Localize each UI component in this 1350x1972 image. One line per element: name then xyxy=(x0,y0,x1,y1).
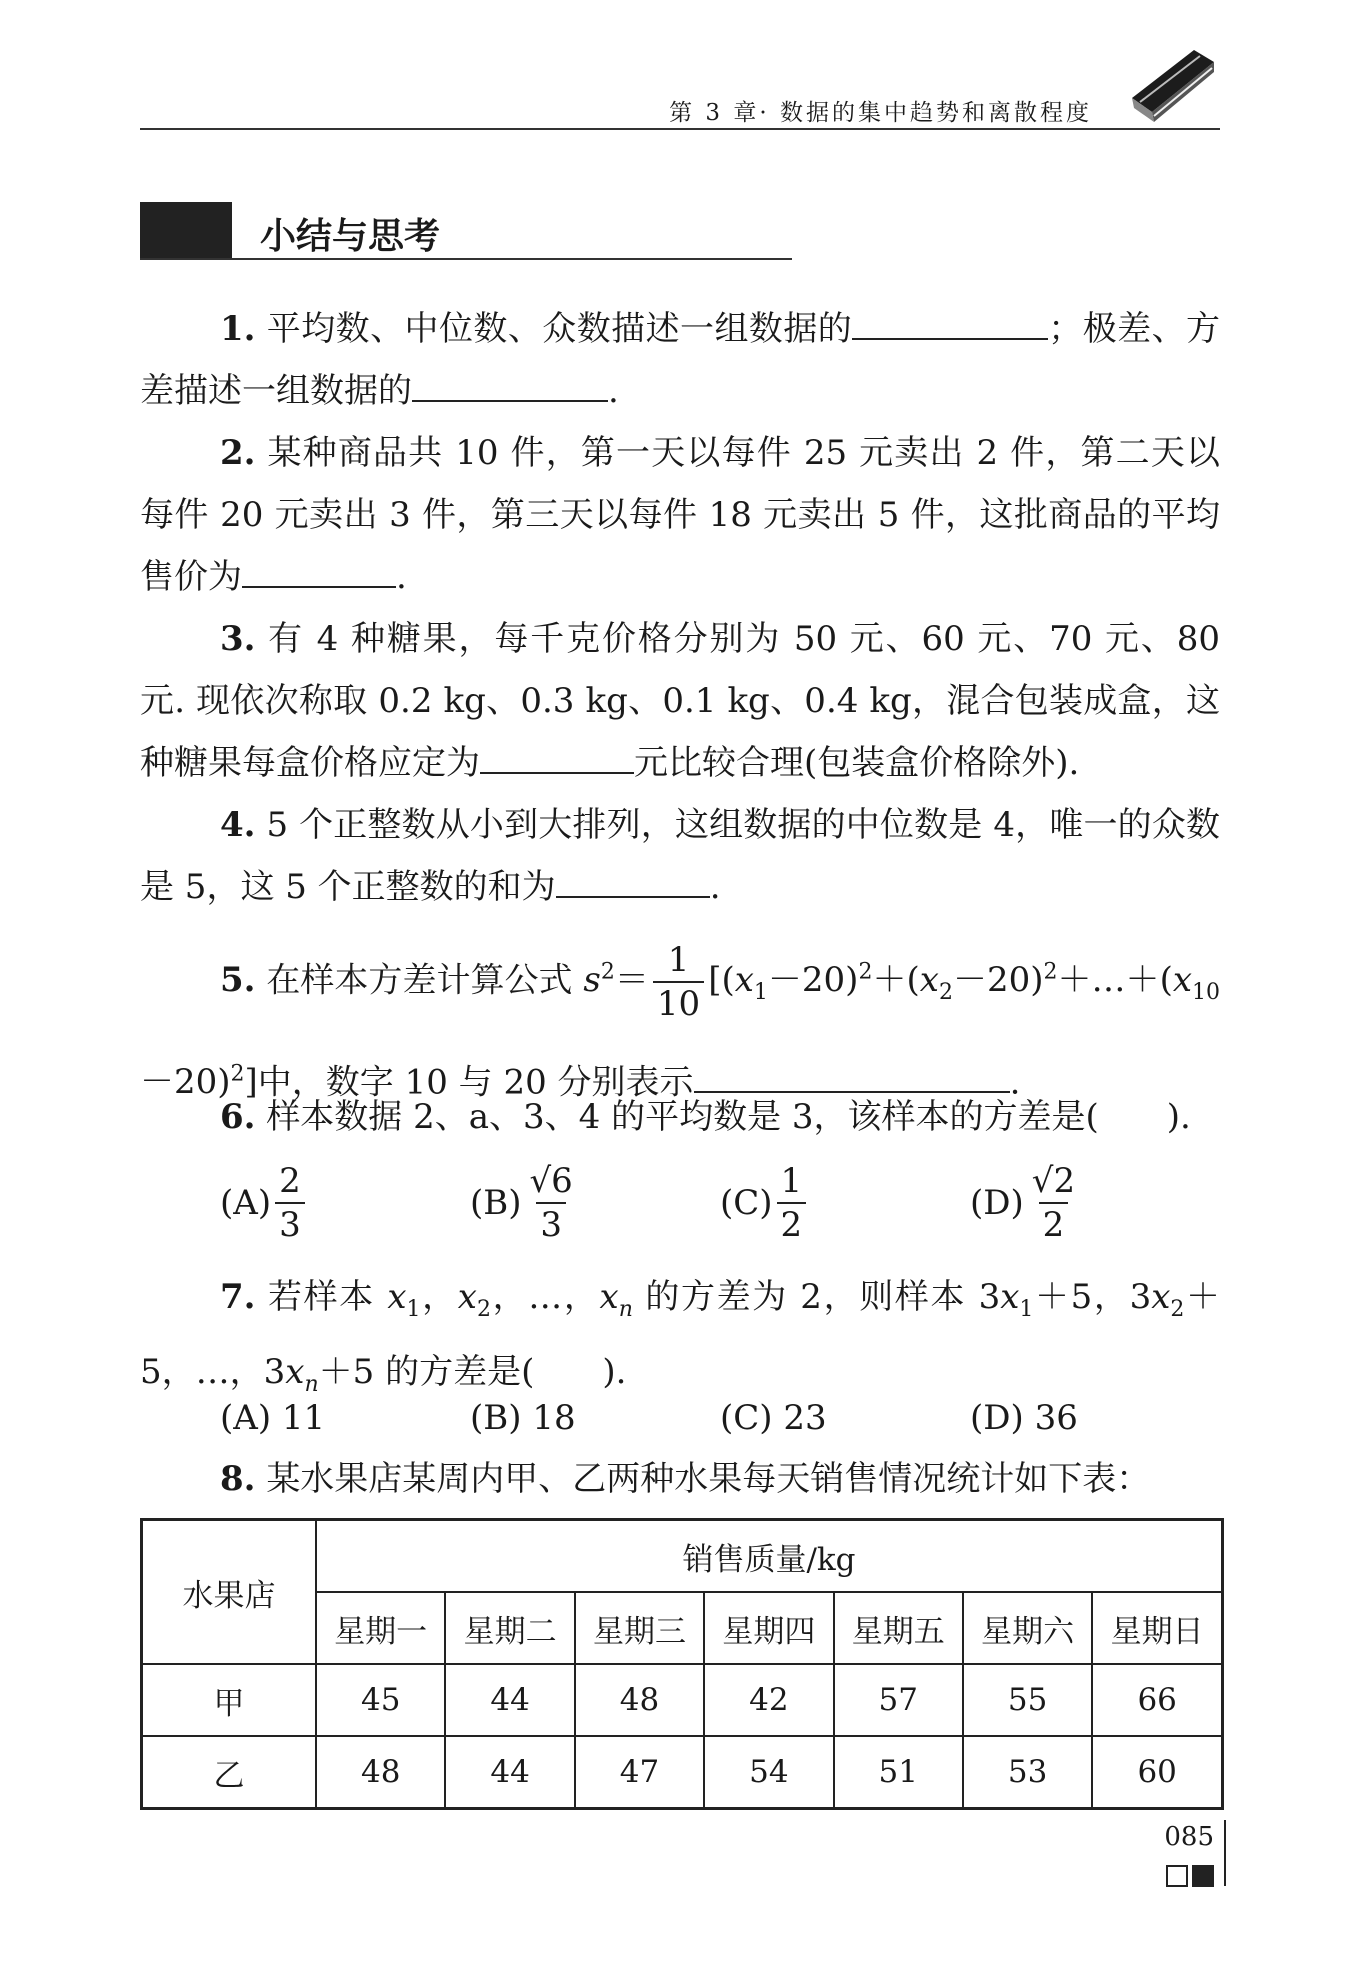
table-cell: 66 xyxy=(1092,1664,1222,1736)
table-cell: 54 xyxy=(704,1736,833,1809)
table-day: 星期四 xyxy=(704,1592,833,1664)
empty-square-icon xyxy=(1166,1865,1188,1887)
answer-blank[interactable] xyxy=(412,366,608,402)
question-1 xyxy=(140,298,1220,422)
question-4 xyxy=(140,794,1220,918)
table-cell: 57 xyxy=(834,1664,963,1736)
answer-blank[interactable] xyxy=(556,862,710,898)
table-cell: 44 xyxy=(445,1664,574,1736)
question-text: 某水果店某周内甲、乙两种水果每天销售情况统计如下表： xyxy=(266,1459,1151,1499)
page-number-bar xyxy=(1224,1820,1226,1886)
question-text: 有 4 种糖果，每千克价格分别为 50 元、60 元、70 元、80 元. 现依次称取 0.2 kg、0.3 kg、0.1 kg、0.4 kg，混合包装成盒，这种糖果每盒价格应定为 xyxy=(140,619,1221,783)
question-text: 中，数字 10 与 20 分别表示 xyxy=(257,1062,694,1103)
numerator: √2 xyxy=(1031,1161,1076,1201)
table-group-header: 销售质量/kg xyxy=(316,1520,1223,1593)
filled-square-icon xyxy=(1192,1865,1214,1887)
formula: $x_1$，$x_2$，…，$x_n$ xyxy=(387,1277,633,1322)
question-number: 1. xyxy=(220,309,256,349)
option-c[interactable]: (C) 23 xyxy=(720,1398,827,1438)
book-icon xyxy=(1124,42,1220,126)
answer-blank[interactable] xyxy=(852,304,1048,340)
question-7-options xyxy=(220,1390,1220,1446)
option-b[interactable] xyxy=(470,1161,720,1245)
question-text: 在样本方差计算公式 xyxy=(266,960,584,1001)
question-6 xyxy=(140,1086,1220,1148)
question-text: ；极差、方差描述一组数据的 xyxy=(140,309,1221,411)
numerator: √6 xyxy=(529,1161,573,1201)
question-6-options xyxy=(220,1161,1220,1245)
fraction xyxy=(653,940,704,1025)
question-text: 某种商品共 10 件，第一天以每件 25 元卖出 2 件，第二天以每件 20 元卖出 3 件，第三天以每件 18 元卖出 5 件，这批商品的平均售价为 xyxy=(140,433,1220,597)
fraction xyxy=(777,1161,807,1245)
chapter-title: 第 3 章· 数据的集中趋势和离散程度 xyxy=(669,100,1092,126)
table-cell: 42 xyxy=(704,1664,833,1736)
option-label: (D) xyxy=(970,1183,1024,1223)
question-number: 4. xyxy=(220,805,256,845)
page-number-block xyxy=(1162,1822,1214,1890)
numerator: 1 xyxy=(667,940,690,981)
question-text: 的方差为 2，则样本 xyxy=(632,1277,979,1317)
question-number: 6. xyxy=(220,1097,256,1137)
option-a[interactable]: (A) 11 xyxy=(220,1398,326,1438)
denominator: 10 xyxy=(653,981,704,1021)
sales-table xyxy=(140,1518,1224,1810)
table-day: 星期二 xyxy=(445,1592,574,1664)
section-heading xyxy=(140,202,792,260)
period: . xyxy=(396,557,407,597)
question-text: 的方差是( ). xyxy=(374,1351,627,1392)
period: . xyxy=(709,867,721,907)
table-row-name: 甲 xyxy=(142,1664,317,1736)
fraction xyxy=(526,1161,577,1245)
question-number: 8. xyxy=(220,1459,256,1499)
denominator: 2 xyxy=(777,1202,807,1242)
question-text: 样本数据 2、a、3、4 的平均数是 3，该样本的方差是( ). xyxy=(266,1097,1191,1137)
period: . xyxy=(1009,1062,1021,1103)
period: . xyxy=(608,371,619,411)
table-day: 星期五 xyxy=(834,1592,963,1664)
page-marker xyxy=(1162,1860,1214,1890)
table-cell: 47 xyxy=(575,1736,704,1809)
formula: $3x_1+5$，$3x_2+5$，…，$3x_n+5$ xyxy=(140,1277,1221,1397)
option-c[interactable] xyxy=(720,1161,970,1245)
table-day: 星期六 xyxy=(963,1592,1092,1664)
table-cell: 51 xyxy=(834,1736,963,1809)
table-day: 星期一 xyxy=(316,1592,445,1664)
table-cell: 48 xyxy=(316,1736,445,1809)
question-number: 5. xyxy=(220,960,256,1001)
option-label: (C) xyxy=(720,1183,773,1223)
option-b[interactable]: (B) 18 xyxy=(470,1398,576,1438)
table-day: 星期三 xyxy=(575,1592,704,1664)
section-block xyxy=(140,202,232,258)
option-label: (B) xyxy=(470,1183,522,1223)
table-row xyxy=(142,1664,1223,1736)
fraction xyxy=(1028,1161,1079,1245)
numerator: 1 xyxy=(780,1161,803,1201)
option-label: (A) xyxy=(220,1183,272,1223)
denominator: 3 xyxy=(275,1202,305,1242)
option-d[interactable]: (D) 36 xyxy=(970,1398,1078,1438)
numerator: 2 xyxy=(279,1161,301,1201)
answer-blank[interactable] xyxy=(242,552,396,588)
table-cell: 44 xyxy=(445,1736,574,1809)
table-row xyxy=(142,1736,1223,1809)
denominator: 3 xyxy=(536,1202,566,1242)
table-day: 星期日 xyxy=(1092,1592,1222,1664)
table-cell: 55 xyxy=(963,1664,1092,1736)
answer-blank[interactable] xyxy=(480,738,634,774)
question-number: 3. xyxy=(220,619,256,659)
option-a[interactable] xyxy=(220,1161,470,1245)
question-text: 元比较合理(包装盒价格除外). xyxy=(634,743,1080,783)
page-number: 085 xyxy=(1164,1822,1214,1852)
table-row-header: 水果店 xyxy=(142,1520,317,1665)
formula: $s^2=$ $\frac{1}{10}$ $[(x_1-20)^2+(x_2-20)^2+\dots+(x_{10}-20)^2]$ xyxy=(140,940,1221,1103)
table-cell: 48 xyxy=(575,1664,704,1736)
question-number: 7. xyxy=(220,1277,256,1317)
denominator: 2 xyxy=(1039,1202,1069,1242)
question-text: 平均数、中位数、众数描述一组数据的 xyxy=(266,309,853,349)
question-3 xyxy=(140,608,1220,794)
table-cell: 60 xyxy=(1092,1736,1222,1809)
question-2 xyxy=(140,422,1220,608)
table-cell: 45 xyxy=(316,1664,445,1736)
question-number: 2. xyxy=(220,433,256,473)
question-text: 若样本 xyxy=(267,1277,388,1317)
question-text: 5 个正整数从小到大排列，这组数据的中位数是 4，唯一的众数是 5，这 5 个正整数的和为 xyxy=(140,805,1220,907)
question-8 xyxy=(140,1448,1220,1510)
table-row-name: 乙 xyxy=(142,1736,317,1809)
page-header xyxy=(140,86,1220,130)
section-title: 小结与思考 xyxy=(260,216,441,257)
option-d[interactable] xyxy=(970,1161,1220,1245)
fraction xyxy=(275,1161,305,1245)
table-cell: 53 xyxy=(963,1736,1092,1809)
